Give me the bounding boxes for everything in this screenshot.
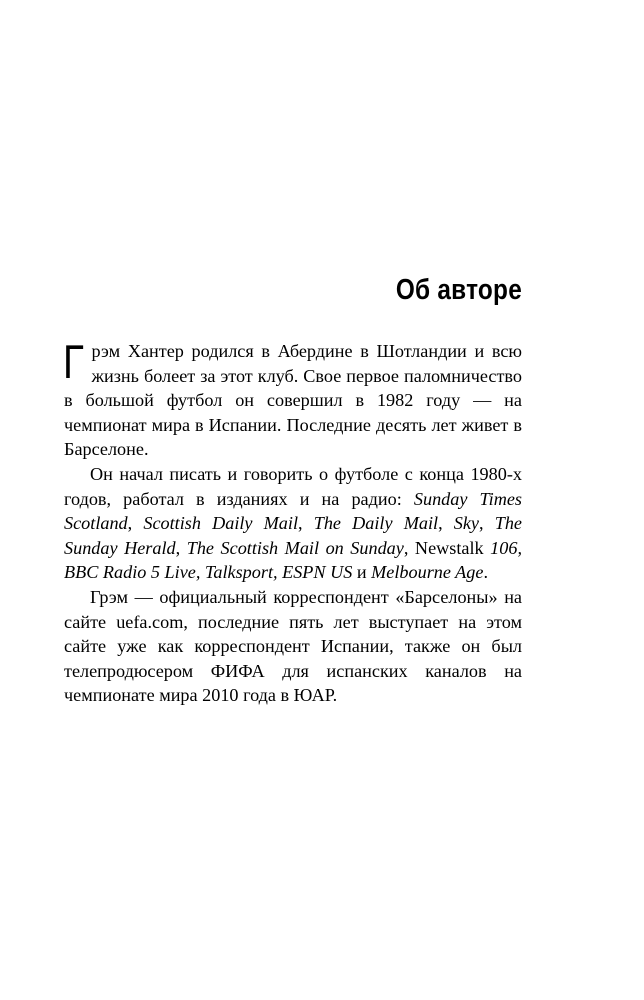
drop-cap: Г <box>63 335 84 388</box>
separator-newstalk: , Newstalk <box>403 537 491 558</box>
separator: , <box>479 513 495 534</box>
about-author-text <box>63 335 522 708</box>
final-period: . <box>483 562 488 583</box>
publication-sunday-times-scotland: Sunday Times Scotland <box>64 488 522 534</box>
separator: , <box>438 513 454 534</box>
page-title: Об авторе <box>395 274 522 306</box>
publication-radio-list: 106, BBC Radio 5 Live, Talksport, ESPN US <box>64 537 522 583</box>
separator: , <box>127 513 144 534</box>
separator: , <box>175 537 187 558</box>
paragraph-2 <box>64 462 522 585</box>
publication-melbourne-age: Melbourne Age <box>371 562 484 583</box>
separator: , <box>298 513 314 534</box>
paragraph-1-text: рэм Хантер родился в Абердине в Шотландии и всю жизнь болеет за этот клуб. Свое первое паломничество в большой футбол он совершил в 1982 году — на чемпионат мира в Испании. Последние десять лет живет в Барселоне. <box>64 341 522 460</box>
separator-and: и <box>352 562 372 583</box>
publication-the-sunday-herald: The Sunday Herald <box>64 513 522 558</box>
publication-scottish-mail-on-sunday: The Scottish Mail on Sunday <box>186 537 404 558</box>
paragraph-3 <box>64 585 522 708</box>
publication-the-daily-mail: The Daily Mail <box>313 513 439 534</box>
publication-sky: Sky <box>453 513 480 534</box>
publication-scottish-daily-mail: Scottish Daily Mail <box>143 513 299 534</box>
paragraph-2-text: Он начал писать и говорить о футболе с конца 1980-х годов, работал в изданиях и на радио: <box>64 463 522 509</box>
paragraph-3-text: Грэм — официальный корреспондент «Барселоны» на сайте uefa.com, последние пять лет выступает на этом сайте уже как корреспондент Испании, также он был телепродюсером ФИФА для испанских каналов на чемпионате мира 2010 года в ЮАР. <box>64 586 522 706</box>
paragraph-1 <box>63 335 522 462</box>
